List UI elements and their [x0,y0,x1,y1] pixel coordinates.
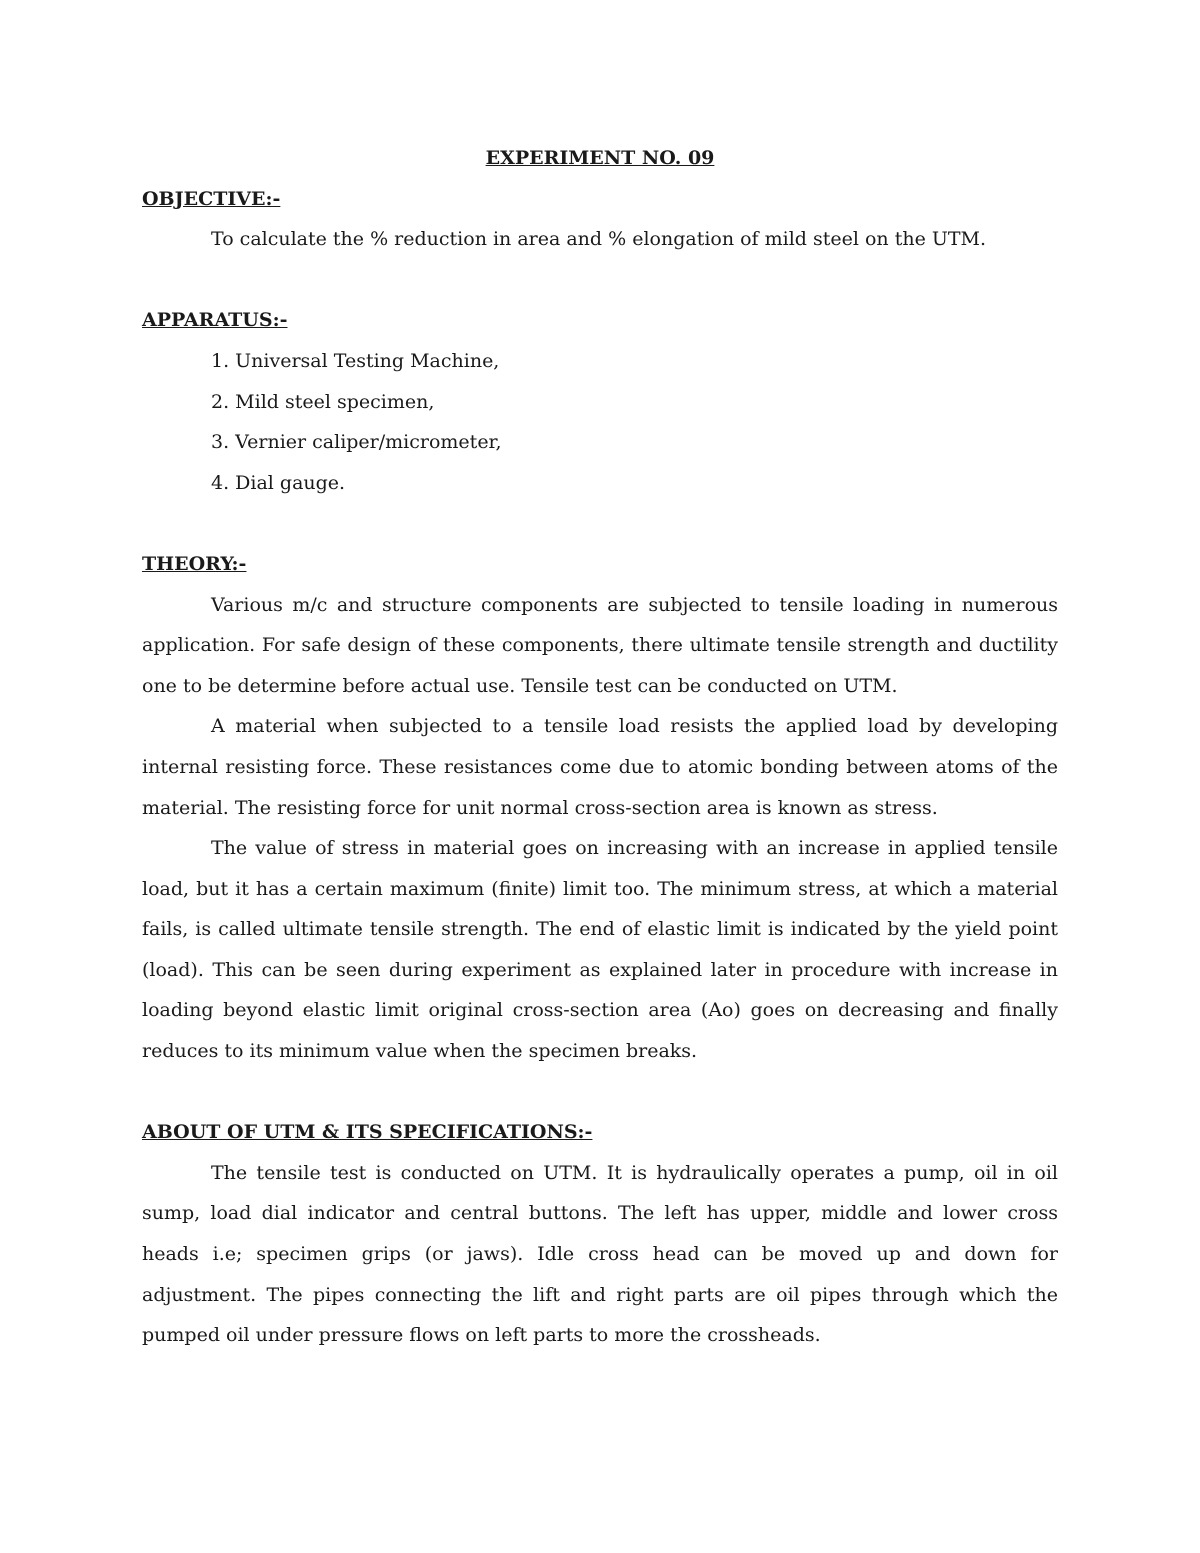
apparatus-item: 4. Dial gauge. [211,471,346,494]
section-spacer [142,503,1058,544]
apparatus-item: 2. Mild steel specimen, [211,390,435,413]
objective-text: To calculate the % reduction in area and % elongation of mild steel on the UTM. [211,228,987,251]
objective-heading: OBJECTIVE:- [142,187,281,210]
section-spacer [142,1072,1058,1113]
utm-paragraph: The tensile test is conducted on UTM. It is hydraulically operates a pump, oil in oil sump, load dial indicator and central buttons. The left has upper, middle and lower cross heads i.e; specimen grips (or jaws). Idle cross head can be moved up and down for adjustment. The pipes connecting the lift and right parts are oil pipes through which the pumped oil under pressure flows on left parts to more the crossheads. [142,1161,1058,1347]
document-page [142,138,1058,1356]
section-spacer [142,260,1058,301]
theory-heading: THEORY:- [142,552,247,575]
theory-paragraph: A material when subjected to a tensile load resists the applied load by developing internal resisting force. These resistances come due to atomic bonding between atoms of the material. The resisting force for unit normal cross-section area is known as stress. [142,715,1058,819]
apparatus-item: 3. Vernier caliper/micrometer, [211,431,502,454]
theory-paragraph: The value of stress in material goes on increasing with an increase in applied tensile load, but it has a certain maximum (finite) limit too. The minimum stress, at which a material fails, is called ultimate tensile strength. The end of elastic limit is indicated by the yield point (load). This can be seen during experiment as explained later in procedure with increase in loading beyond elastic limit original cross-section area (Ao) goes on decreasing and finally reduces to its minimum value when the specimen breaks. [142,837,1058,1063]
utm-heading: ABOUT OF UTM & ITS SPECIFICATIONS:- [142,1121,593,1144]
apparatus-item: 1. Universal Testing Machine, [211,349,500,372]
theory-paragraph: Various m/c and structure components are subjected to tensile loading in numerous application. For safe design of these components, there ultimate tensile strength and ductility one to be determine before actual use. Tensile test can be conducted on UTM. [142,593,1058,697]
apparatus-heading: APPARATUS:- [142,309,288,332]
page-title: EXPERIMENT NO. 09 [485,147,715,169]
apparatus-list [142,341,1058,503]
